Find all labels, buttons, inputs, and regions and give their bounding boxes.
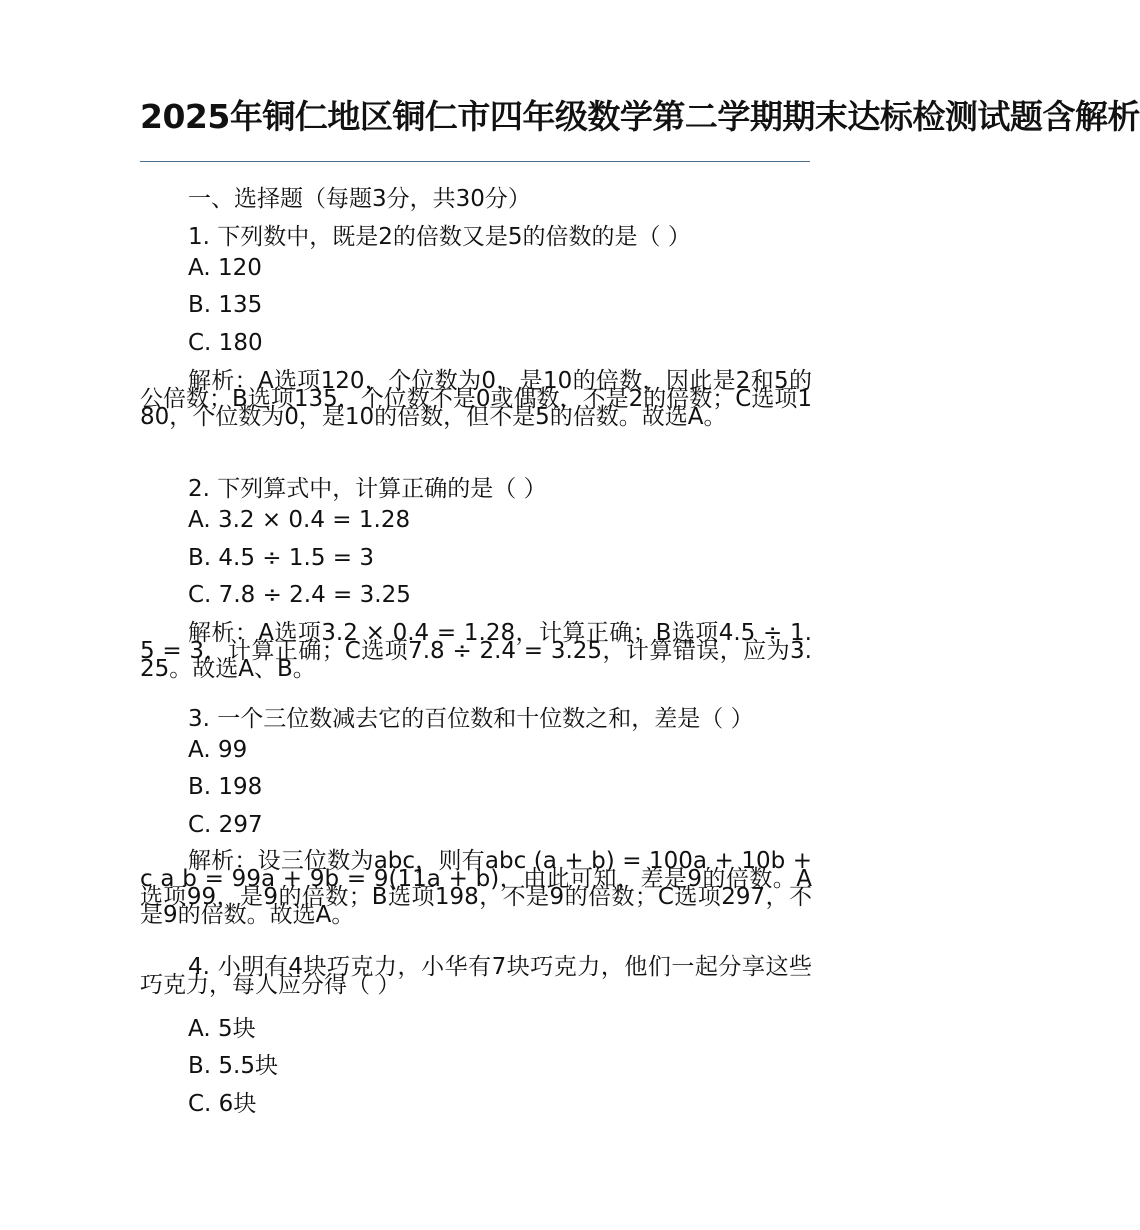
question-1-stem: 1. 下列数中，既是2的倍数又是5的倍数的是（ ）: [188, 224, 691, 250]
question-3-option-b: B. 198: [188, 774, 263, 800]
question-2-analysis: 解析：A选项3.2 × 0.4 = 1.28，计算正确；B选项4.5 ÷ 1.5 = 3，计算正确；C选项7.8 ÷ 2.4 = 3.25，计算错误，应为3.25。故选A、B。: [140, 620, 812, 682]
question-2-option-a: A. 3.2 × 0.4 = 1.28: [188, 507, 411, 533]
question-2-option-c: C. 7.8 ÷ 2.4 = 3.25: [188, 582, 411, 608]
question-1-option-a: A. 120: [188, 255, 262, 281]
question-2-option-b: B. 4.5 ÷ 1.5 = 3: [188, 545, 374, 571]
question-1-option-c: C. 180: [188, 330, 263, 356]
title-divider: [140, 161, 810, 162]
question-3-option-c: C. 297: [188, 812, 263, 838]
question-4-stem: 4. 小明有4块巧克力，小华有7块巧克力，他们一起分享这些巧克力，每人应分得（ ）: [140, 954, 812, 998]
question-1-option-b: B. 135: [188, 292, 263, 318]
section-heading: 一、选择题（每题3分，共30分）: [188, 186, 531, 212]
question-3-stem: 3. 一个三位数减去它的百位数和十位数之和，差是（ ）: [188, 706, 754, 732]
document-title: 2025年铜仁地区铜仁市四年级数学第二学期期末达标检测试题含解析: [140, 97, 1140, 136]
question-3-option-a: A. 99: [188, 737, 248, 763]
question-3-analysis: 解析：设三位数为abc，则有abc (a + b) = 100a + 10b + c a b = 99a + 9b = 9(11a + b)，由此可知，差是9的倍数。A选项99，是9的倍数；B选项198，不是9的倍数；C选项297，不是9的倍数。故选A。: [140, 848, 812, 928]
question-4-option-a: A. 5块: [188, 1016, 256, 1042]
question-4-option-c: C. 6块: [188, 1091, 257, 1117]
question-4-option-b: B. 5.5块: [188, 1053, 278, 1079]
question-2-stem: 2. 下列算式中，计算正确的是（ ）: [188, 476, 547, 502]
document-title-block: [140, 97, 1140, 136]
question-1-analysis: 解析：A选项120，个位数为0，是10的倍数，因此是2和5的公倍数；B选项135，个位数不是0或偶数，不是2的倍数；C选项180，个位数为0，是10的倍数，但不是5的倍数。故选A。: [140, 368, 812, 430]
